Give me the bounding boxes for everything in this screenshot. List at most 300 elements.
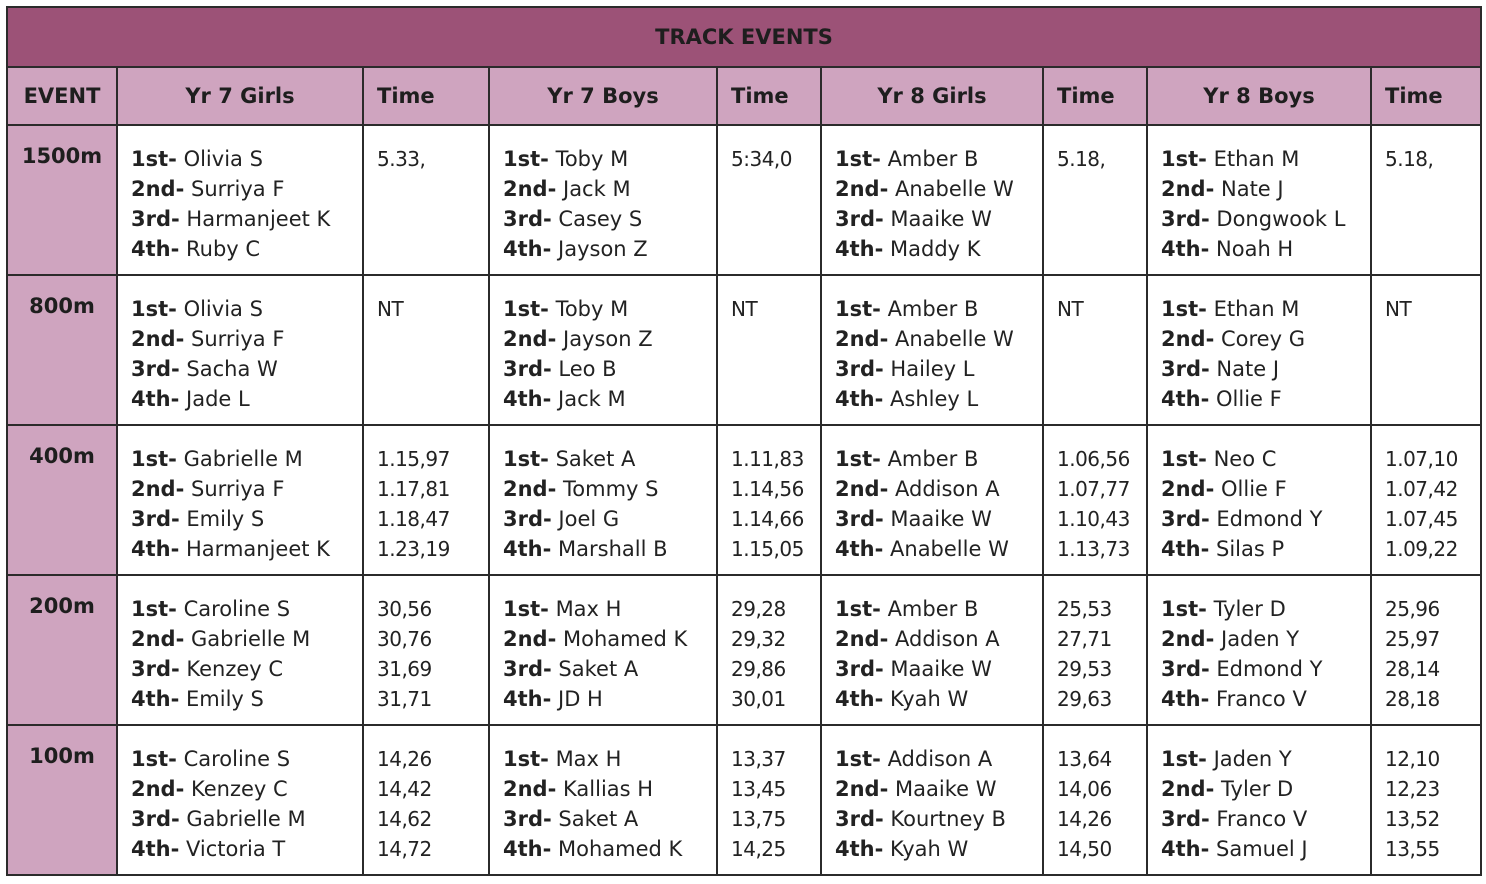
athlete-name: Kallias H: [563, 777, 654, 801]
time-value: 29,32: [731, 627, 786, 651]
place-label: 4th-: [503, 537, 552, 561]
athlete-name: Saket A: [558, 657, 639, 681]
place-label: 4th-: [131, 237, 180, 261]
place-label: 2nd-: [835, 627, 889, 651]
placing: [1161, 384, 1370, 414]
placings-cell: [1147, 425, 1371, 575]
time-value: NT: [1057, 297, 1084, 321]
time-value: 1.09,22: [1385, 537, 1458, 561]
place-label: 2nd-: [503, 627, 557, 651]
placing: [1161, 144, 1370, 174]
place-label: 1st-: [131, 147, 177, 171]
time-cell: [363, 275, 489, 425]
placing: [1161, 624, 1370, 654]
athlete-name: Jaden Y: [1221, 627, 1300, 651]
placing: [131, 144, 362, 174]
place-label: 3rd-: [503, 207, 552, 231]
placing: [835, 684, 1042, 714]
athlete-name: Max H: [555, 597, 622, 621]
place-label: 1st-: [1161, 597, 1207, 621]
athlete-name: Mohamed K: [563, 627, 688, 651]
header-yr7-boys: Yr 7 Boys: [489, 67, 717, 125]
athlete-name: Ollie F: [1216, 387, 1282, 411]
time-cell: [363, 725, 489, 875]
athlete-name: Kenzey C: [186, 657, 284, 681]
time-value: 29,86: [731, 657, 786, 681]
time-cell: [1043, 425, 1147, 575]
event-name: 400m: [7, 425, 117, 575]
placing: [131, 384, 362, 414]
place-label: 4th-: [503, 837, 552, 861]
athlete-name: Jayson Z: [563, 327, 653, 351]
event-name: 800m: [7, 275, 117, 425]
athlete-name: Jade L: [186, 387, 250, 411]
placing: [835, 144, 1042, 174]
placing: [835, 174, 1042, 204]
athlete-name: Victoria T: [186, 837, 286, 861]
athlete-name: Maaike W: [890, 657, 992, 681]
place-label: 1st-: [131, 297, 177, 321]
time-value: NT: [377, 297, 404, 321]
time-value: 1.14,56: [731, 477, 804, 501]
placing: [1161, 594, 1370, 624]
place-label: 2nd-: [835, 477, 889, 501]
place-label: 2nd-: [1161, 477, 1215, 501]
time-value: 25,53: [1057, 597, 1112, 621]
results-body: [7, 125, 1481, 875]
athlete-name: Amber B: [887, 147, 979, 171]
placing: [503, 384, 716, 414]
placing: [131, 774, 362, 804]
athlete-name: Nate J: [1221, 177, 1284, 201]
athlete-name: Maaike W: [895, 777, 997, 801]
time-value: 14,06: [1057, 777, 1112, 801]
time-value: 27,71: [1057, 627, 1112, 651]
athlete-name: Marshall B: [558, 537, 668, 561]
time-cell: [717, 125, 821, 275]
athlete-name: Saket A: [558, 807, 639, 831]
time-value: 13,55: [1385, 837, 1440, 861]
placing: [835, 444, 1042, 474]
athlete-name: Mohamed K: [558, 837, 683, 861]
athlete-name: Anabelle W: [890, 537, 1009, 561]
athlete-name: Surriya F: [191, 327, 285, 351]
athlete-name: Addison A: [895, 627, 1000, 651]
time-value: 1.06,56: [1057, 447, 1130, 471]
time-value: 1.07,45: [1385, 507, 1458, 531]
athlete-name: Ashley L: [890, 387, 979, 411]
time-cell: [1371, 425, 1481, 575]
placing: [1161, 174, 1370, 204]
event-name: 1500m: [7, 125, 117, 275]
placing: [503, 834, 716, 864]
time-value: 1.11,83: [731, 447, 804, 471]
athlete-name: Surriya F: [191, 177, 285, 201]
time-cell: [1043, 725, 1147, 875]
header-time: Time: [363, 67, 489, 125]
placings-cell: [821, 125, 1043, 275]
place-label: 1st-: [503, 147, 549, 171]
time-value: 5.18,: [1057, 147, 1106, 171]
place-label: 4th-: [503, 687, 552, 711]
athlete-name: Surriya F: [191, 477, 285, 501]
placing: [503, 744, 716, 774]
place-label: 4th-: [835, 237, 884, 261]
time-value: 30,01: [731, 687, 786, 711]
placing: [503, 354, 716, 384]
time-value: 13,45: [731, 777, 786, 801]
time-cell: [1371, 125, 1481, 275]
placing: [835, 534, 1042, 564]
placing: [131, 684, 362, 714]
place-label: 3rd-: [835, 357, 884, 381]
time-value: 14,50: [1057, 837, 1112, 861]
placing: [503, 174, 716, 204]
time-value: 1.15,97: [377, 447, 450, 471]
placing: [131, 204, 362, 234]
place-label: 4th-: [1161, 387, 1210, 411]
placing: [503, 594, 716, 624]
athlete-name: Sacha W: [186, 357, 278, 381]
athlete-name: Jack M: [558, 387, 626, 411]
place-label: 2nd-: [131, 627, 185, 651]
place-label: 4th-: [835, 837, 884, 861]
place-label: 3rd-: [1161, 507, 1210, 531]
place-label: 1st-: [835, 747, 881, 771]
place-label: 4th-: [1161, 537, 1210, 561]
athlete-name: Anabelle W: [895, 177, 1014, 201]
table-row: [7, 725, 1481, 875]
placing: [1161, 294, 1370, 324]
placing: [1161, 684, 1370, 714]
time-value: 25,97: [1385, 627, 1440, 651]
athlete-name: Kourtney B: [890, 807, 1006, 831]
place-label: 1st-: [1161, 447, 1207, 471]
place-label: 1st-: [835, 297, 881, 321]
placing: [1161, 324, 1370, 354]
placing: [1161, 744, 1370, 774]
place-label: 3rd-: [1161, 357, 1210, 381]
time-value: 1.17,81: [377, 477, 450, 501]
place-label: 2nd-: [131, 777, 185, 801]
place-label: 4th-: [131, 837, 180, 861]
time-value: 14,26: [377, 747, 432, 771]
athlete-name: Caroline S: [183, 747, 291, 771]
time-value: 14,42: [377, 777, 432, 801]
time-cell: [1371, 275, 1481, 425]
placings-cell: [489, 275, 717, 425]
placing: [503, 804, 716, 834]
time-cell: [717, 575, 821, 725]
time-value: 12,10: [1385, 747, 1440, 771]
time-value: 28,18: [1385, 687, 1440, 711]
placing: [835, 204, 1042, 234]
placing: [131, 594, 362, 624]
header-yr7-girls: Yr 7 Girls: [117, 67, 363, 125]
athlete-name: Tyler D: [1221, 777, 1294, 801]
athlete-name: Amber B: [887, 597, 979, 621]
time-value: 1.18,47: [377, 507, 450, 531]
time-value: 29,63: [1057, 687, 1112, 711]
time-cell: [1043, 275, 1147, 425]
athlete-name: Hailey L: [890, 357, 975, 381]
placings-cell: [1147, 125, 1371, 275]
place-label: 1st-: [131, 447, 177, 471]
place-label: 3rd-: [131, 207, 180, 231]
time-value: 1.23,19: [377, 537, 450, 561]
athlete-name: Gabrielle M: [183, 447, 303, 471]
placing: [503, 144, 716, 174]
header-yr8-boys: Yr 8 Boys: [1147, 67, 1371, 125]
place-label: 1st-: [835, 597, 881, 621]
placing: [131, 504, 362, 534]
placing: [1161, 774, 1370, 804]
time-value: 28,14: [1385, 657, 1440, 681]
place-label: 4th-: [835, 687, 884, 711]
time-cell: [1043, 125, 1147, 275]
placing: [835, 744, 1042, 774]
place-label: 3rd-: [131, 807, 180, 831]
place-label: 3rd-: [835, 507, 884, 531]
place-label: 3rd-: [131, 657, 180, 681]
event-name: 100m: [7, 725, 117, 875]
time-cell: [1371, 725, 1481, 875]
placing: [1161, 204, 1370, 234]
athlete-name: Silas P: [1216, 537, 1285, 561]
athlete-name: Franco V: [1216, 687, 1307, 711]
placing: [131, 654, 362, 684]
time-value: 13,52: [1385, 807, 1440, 831]
time-value: 5:34,0: [731, 147, 792, 171]
placings-cell: [489, 125, 717, 275]
placing: [131, 444, 362, 474]
place-label: 2nd-: [1161, 777, 1215, 801]
header-row: [7, 67, 1481, 125]
time-value: 30,56: [377, 597, 432, 621]
place-label: 2nd-: [835, 777, 889, 801]
time-value: 5.33,: [377, 147, 426, 171]
athlete-name: Casey S: [558, 207, 643, 231]
placing: [835, 834, 1042, 864]
time-cell: [1371, 575, 1481, 725]
placing: [1161, 534, 1370, 564]
time-value: 31,71: [377, 687, 432, 711]
placing: [503, 294, 716, 324]
athlete-name: Jaden Y: [1213, 747, 1292, 771]
time-cell: [717, 725, 821, 875]
placing: [835, 774, 1042, 804]
time-cell: [363, 125, 489, 275]
athlete-name: Saket A: [555, 447, 636, 471]
athlete-name: Harmanjeet K: [186, 207, 331, 231]
placing: [1161, 654, 1370, 684]
time-value: 1.07,77: [1057, 477, 1130, 501]
placings-cell: [1147, 575, 1371, 725]
placing: [1161, 474, 1370, 504]
athlete-name: Max H: [555, 747, 622, 771]
place-label: 4th-: [503, 237, 552, 261]
time-value: 14,62: [377, 807, 432, 831]
athlete-name: Franco V: [1216, 807, 1308, 831]
place-label: 2nd-: [1161, 177, 1215, 201]
placings-cell: [117, 425, 363, 575]
place-label: 3rd-: [1161, 807, 1210, 831]
place-label: 3rd-: [835, 807, 884, 831]
place-label: 4th-: [835, 387, 884, 411]
athlete-name: Noah H: [1216, 237, 1294, 261]
place-label: 2nd-: [503, 177, 557, 201]
time-value: 13,75: [731, 807, 786, 831]
place-label: 1st-: [835, 147, 881, 171]
placing: [835, 324, 1042, 354]
athlete-name: Leo B: [558, 357, 617, 381]
time-value: NT: [1385, 297, 1412, 321]
place-label: 1st-: [503, 597, 549, 621]
athlete-name: Olivia S: [183, 297, 263, 321]
placing: [503, 474, 716, 504]
placing: [503, 624, 716, 654]
time-value: 13,37: [731, 747, 786, 771]
place-label: 3rd-: [835, 657, 884, 681]
athlete-name: Gabrielle M: [186, 807, 306, 831]
placing: [131, 354, 362, 384]
placing: [835, 594, 1042, 624]
placing: [131, 834, 362, 864]
place-label: 1st-: [503, 747, 549, 771]
place-label: 3rd-: [131, 357, 180, 381]
place-label: 2nd-: [503, 477, 557, 501]
placing: [131, 294, 362, 324]
placings-cell: [489, 425, 717, 575]
header-time: Time: [1371, 67, 1481, 125]
placing: [835, 654, 1042, 684]
athlete-name: Toby M: [555, 297, 629, 321]
placings-cell: [821, 725, 1043, 875]
athlete-name: Kenzey C: [191, 777, 288, 801]
place-label: 1st-: [1161, 747, 1207, 771]
placing: [1161, 234, 1370, 264]
placings-cell: [117, 125, 363, 275]
placing: [131, 744, 362, 774]
place-label: 2nd-: [1161, 627, 1215, 651]
placings-cell: [821, 575, 1043, 725]
place-label: 3rd-: [131, 507, 180, 531]
event-name: 200m: [7, 575, 117, 725]
athlete-name: Maaike W: [890, 207, 992, 231]
placing: [503, 684, 716, 714]
place-label: 1st-: [1161, 297, 1207, 321]
placing: [1161, 834, 1370, 864]
place-label: 3rd-: [835, 207, 884, 231]
track-events-table: [6, 6, 1482, 876]
placings-cell: [117, 575, 363, 725]
placing: [131, 804, 362, 834]
athlete-name: JD H: [558, 687, 603, 711]
athlete-name: Kyah W: [890, 687, 969, 711]
place-label: 4th-: [503, 387, 552, 411]
time-value: NT: [731, 297, 758, 321]
placings-cell: [489, 725, 717, 875]
placings-cell: [1147, 725, 1371, 875]
athlete-name: Dongwook L: [1216, 207, 1346, 231]
time-value: 1.07,42: [1385, 477, 1458, 501]
placing: [1161, 444, 1370, 474]
time-cell: [363, 425, 489, 575]
place-label: 3rd-: [503, 507, 552, 531]
place-label: 3rd-: [1161, 657, 1210, 681]
placing: [503, 324, 716, 354]
placing: [131, 624, 362, 654]
place-label: 2nd-: [503, 777, 557, 801]
athlete-name: Joel G: [558, 507, 620, 531]
athlete-name: Maaike W: [890, 507, 992, 531]
athlete-name: Addison A: [895, 477, 1000, 501]
placing: [503, 654, 716, 684]
placing: [131, 534, 362, 564]
place-label: 3rd-: [1161, 207, 1210, 231]
time-value: 1.15,05: [731, 537, 804, 561]
place-label: 3rd-: [503, 357, 552, 381]
place-label: 4th-: [1161, 687, 1210, 711]
athlete-name: Olivia S: [183, 147, 263, 171]
place-label: 1st-: [131, 747, 177, 771]
athlete-name: Tyler D: [1213, 597, 1286, 621]
time-value: 30,76: [377, 627, 432, 651]
place-label: 1st-: [835, 447, 881, 471]
time-value: 13,64: [1057, 747, 1112, 771]
header-time: Time: [717, 67, 821, 125]
athlete-name: Edmond Y: [1216, 657, 1323, 681]
place-label: 2nd-: [131, 327, 185, 351]
placing: [835, 804, 1042, 834]
athlete-name: Ollie F: [1221, 477, 1287, 501]
athlete-name: Caroline S: [183, 597, 291, 621]
time-value: 5.18,: [1385, 147, 1434, 171]
place-label: 2nd-: [835, 327, 889, 351]
placing: [131, 174, 362, 204]
placing: [503, 534, 716, 564]
athlete-name: Edmond Y: [1216, 507, 1323, 531]
table-row: [7, 125, 1481, 275]
place-label: 4th-: [1161, 837, 1210, 861]
placings-cell: [821, 275, 1043, 425]
time-value: 14,25: [731, 837, 786, 861]
time-value: 1.10,43: [1057, 507, 1130, 531]
athlete-name: Amber B: [887, 447, 979, 471]
placings-cell: [821, 425, 1043, 575]
placing: [835, 234, 1042, 264]
athlete-name: Jack M: [563, 177, 631, 201]
time-value: 29,28: [731, 597, 786, 621]
place-label: 2nd-: [503, 327, 557, 351]
time-value: 12,23: [1385, 777, 1440, 801]
header-time: Time: [1043, 67, 1147, 125]
place-label: 4th-: [1161, 237, 1210, 261]
time-value: 14,72: [377, 837, 432, 861]
athlete-name: Jayson Z: [558, 237, 648, 261]
placing: [503, 444, 716, 474]
time-cell: [1043, 575, 1147, 725]
placing: [1161, 354, 1370, 384]
place-label: 2nd-: [835, 177, 889, 201]
placings-cell: [489, 575, 717, 725]
place-label: 4th-: [835, 537, 884, 561]
placing: [835, 624, 1042, 654]
place-label: 2nd-: [1161, 327, 1215, 351]
place-label: 2nd-: [131, 477, 185, 501]
placing: [131, 234, 362, 264]
placing: [503, 204, 716, 234]
